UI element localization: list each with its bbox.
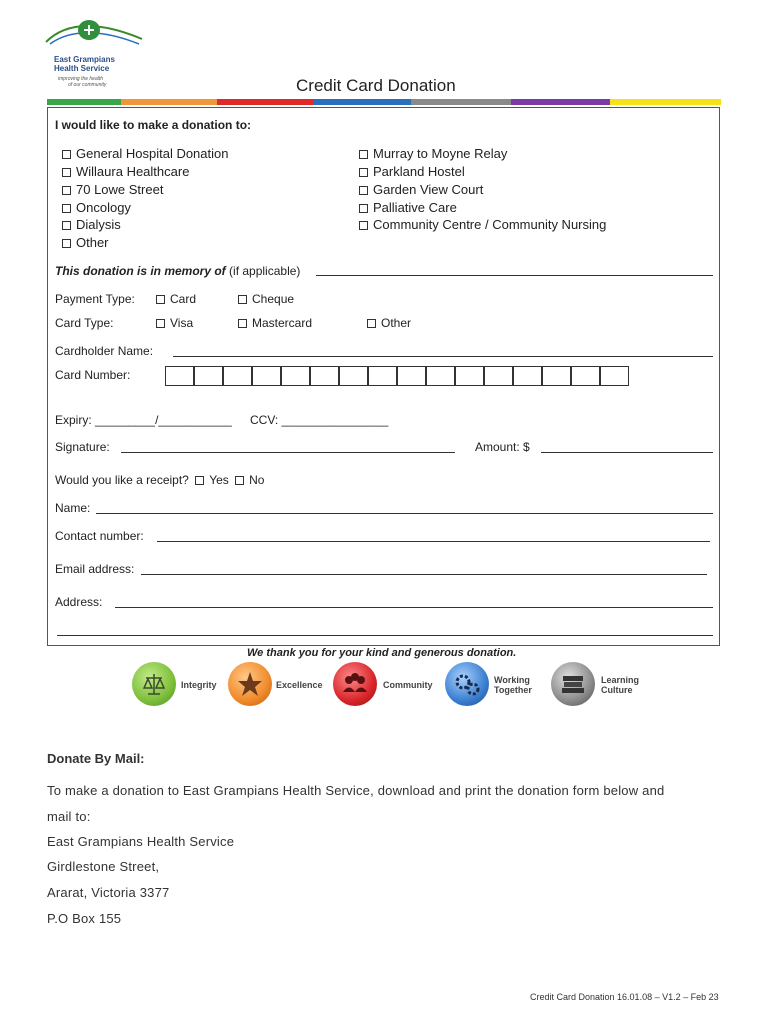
card-type-label: Card Type:	[55, 316, 114, 330]
intro-label: I would like to make a donation to:	[55, 118, 252, 132]
card-number-cell[interactable]	[426, 366, 455, 386]
card-number-cell[interactable]	[542, 366, 571, 386]
logo-tagline-2: of our community	[68, 82, 107, 88]
card-number-cell[interactable]	[368, 366, 397, 386]
memory-label: This donation is in memory of	[55, 264, 226, 278]
receipt-no[interactable]: No	[249, 473, 265, 487]
checkbox-icon[interactable]	[235, 476, 244, 485]
option-community-centre[interactable]: Community Centre / Community Nursing	[359, 217, 606, 232]
address-label: Address:	[55, 595, 103, 609]
option-willaura[interactable]: Willaura Healthcare	[62, 164, 189, 179]
option-murray-relay[interactable]: Murray to Moyne Relay	[359, 146, 507, 161]
receipt-field	[55, 473, 264, 487]
gears-icon	[445, 662, 489, 706]
receipt-label: Would you like a receipt?	[55, 473, 189, 487]
signature-label: Signature:	[55, 440, 110, 454]
mail-address-3: Ararat, Victoria 3377	[47, 885, 170, 900]
signature-input-line[interactable]	[121, 452, 455, 453]
address-input-line-2[interactable]	[57, 635, 713, 636]
logo-swoosh-icon	[44, 14, 144, 54]
thanks-text: We thank you for your kind and generous donation.	[247, 647, 517, 659]
option-garden-view[interactable]: Garden View Court	[359, 182, 483, 197]
card-number-cell[interactable]	[339, 366, 368, 386]
mail-address-2: Girdlestone Street,	[47, 859, 160, 874]
option-palliative[interactable]: Palliative Care	[359, 200, 457, 215]
checkbox-icon[interactable]	[62, 186, 71, 195]
stripe-red	[217, 99, 313, 105]
mail-line1: To make a donation to East Grampians Health Service, download and print the donation form below and	[47, 783, 665, 798]
checkbox-icon[interactable]	[62, 204, 71, 213]
card-number-cell[interactable]	[223, 366, 252, 386]
checkbox-icon[interactable]	[62, 150, 71, 159]
stripe-yellow	[610, 99, 721, 105]
page-title: Credit Card Donation	[296, 76, 456, 95]
checkbox-icon[interactable]	[359, 150, 368, 159]
card-number-cell[interactable]	[281, 366, 310, 386]
footer-text: Credit Card Donation 16.01.08 – V1.2 – Feb 23	[530, 992, 719, 1002]
cardholder-label: Cardholder Name:	[55, 344, 154, 358]
stripe-blue	[313, 99, 411, 105]
card-number-cell[interactable]	[600, 366, 629, 386]
mail-line2: mail to:	[47, 809, 91, 824]
star-icon	[228, 662, 272, 706]
card-mastercard[interactable]: Mastercard	[238, 316, 312, 330]
option-other[interactable]: Other	[62, 235, 109, 250]
stripe-green	[47, 99, 121, 105]
scales-icon	[132, 662, 176, 706]
receipt-yes[interactable]: Yes	[209, 473, 229, 487]
value-label-learning-culture: Learning Culture	[601, 675, 640, 695]
option-parkland[interactable]: Parkland Hostel	[359, 164, 465, 179]
card-number-label: Card Number:	[55, 368, 131, 382]
contact-input-line[interactable]	[157, 541, 710, 542]
card-number-cell[interactable]	[165, 366, 194, 386]
contact-label: Contact number:	[55, 529, 144, 543]
card-number-cell[interactable]	[310, 366, 339, 386]
memory-field	[55, 264, 300, 278]
checkbox-icon[interactable]	[359, 204, 368, 213]
mail-address-1: East Grampians Health Service	[47, 834, 235, 849]
memory-note: (if applicable)	[229, 264, 301, 278]
logo-org-line1: East Grampians	[54, 55, 115, 64]
checkbox-icon[interactable]	[238, 319, 247, 328]
amount-label: Amount: $	[475, 440, 530, 454]
address-input-line[interactable]	[115, 607, 713, 608]
value-label-community: Community	[383, 680, 433, 690]
value-label-excellence: Excellence	[276, 680, 323, 690]
payment-cheque[interactable]: Cheque	[238, 292, 294, 306]
books-icon	[551, 662, 595, 706]
option-general-hospital[interactable]: General Hospital Donation	[62, 146, 228, 161]
card-other[interactable]: Other	[367, 316, 411, 330]
checkbox-icon[interactable]	[359, 186, 368, 195]
card-number-cell[interactable]	[397, 366, 426, 386]
checkbox-icon[interactable]	[359, 168, 368, 177]
card-number-cell[interactable]	[571, 366, 600, 386]
option-lowe-street[interactable]: 70 Lowe Street	[62, 182, 163, 197]
card-number-cell[interactable]	[194, 366, 223, 386]
card-number-cell[interactable]	[455, 366, 484, 386]
logo	[44, 14, 154, 94]
checkbox-icon[interactable]	[195, 476, 204, 485]
amount-input-line[interactable]	[541, 452, 713, 453]
ccv-field[interactable]: CCV: ________________	[250, 413, 389, 427]
logo-org-line2: Health Service	[54, 64, 110, 73]
payment-card[interactable]: Card	[156, 292, 196, 306]
checkbox-icon[interactable]	[238, 295, 247, 304]
stripe-grey	[411, 99, 511, 105]
checkbox-icon[interactable]	[156, 295, 165, 304]
card-visa[interactable]: Visa	[156, 316, 193, 330]
logo-tagline-1: improving the health	[58, 76, 104, 82]
cardholder-input-line[interactable]	[173, 356, 713, 357]
card-number-cell[interactable]	[484, 366, 513, 386]
checkbox-icon[interactable]	[62, 221, 71, 230]
mail-heading: Donate By Mail:	[47, 751, 145, 766]
email-label: Email address:	[55, 562, 135, 576]
name-label: Name:	[55, 501, 91, 515]
card-number-cell[interactable]	[252, 366, 281, 386]
checkbox-icon[interactable]	[156, 319, 165, 328]
checkbox-icon[interactable]	[62, 168, 71, 177]
checkbox-icon[interactable]	[359, 221, 368, 230]
name-input-line[interactable]	[96, 513, 713, 514]
value-label-working-together: Working Together	[494, 675, 532, 695]
stripe-orange	[121, 99, 217, 105]
email-input-line[interactable]	[141, 574, 707, 575]
checkbox-icon[interactable]	[62, 239, 71, 248]
mail-address-4: P.O Box 155	[47, 911, 122, 926]
option-dialysis[interactable]: Dialysis	[62, 217, 121, 232]
option-oncology[interactable]: Oncology	[62, 200, 131, 215]
payment-type-label: Payment Type:	[55, 292, 135, 306]
checkbox-icon[interactable]	[367, 319, 376, 328]
people-icon	[333, 662, 377, 706]
expiry-field[interactable]: Expiry: _________/___________	[55, 413, 232, 427]
stripe-purple	[511, 99, 610, 105]
card-number-cell[interactable]	[513, 366, 542, 386]
value-label-integrity: Integrity	[181, 680, 217, 690]
memory-input-line[interactable]	[316, 275, 713, 276]
